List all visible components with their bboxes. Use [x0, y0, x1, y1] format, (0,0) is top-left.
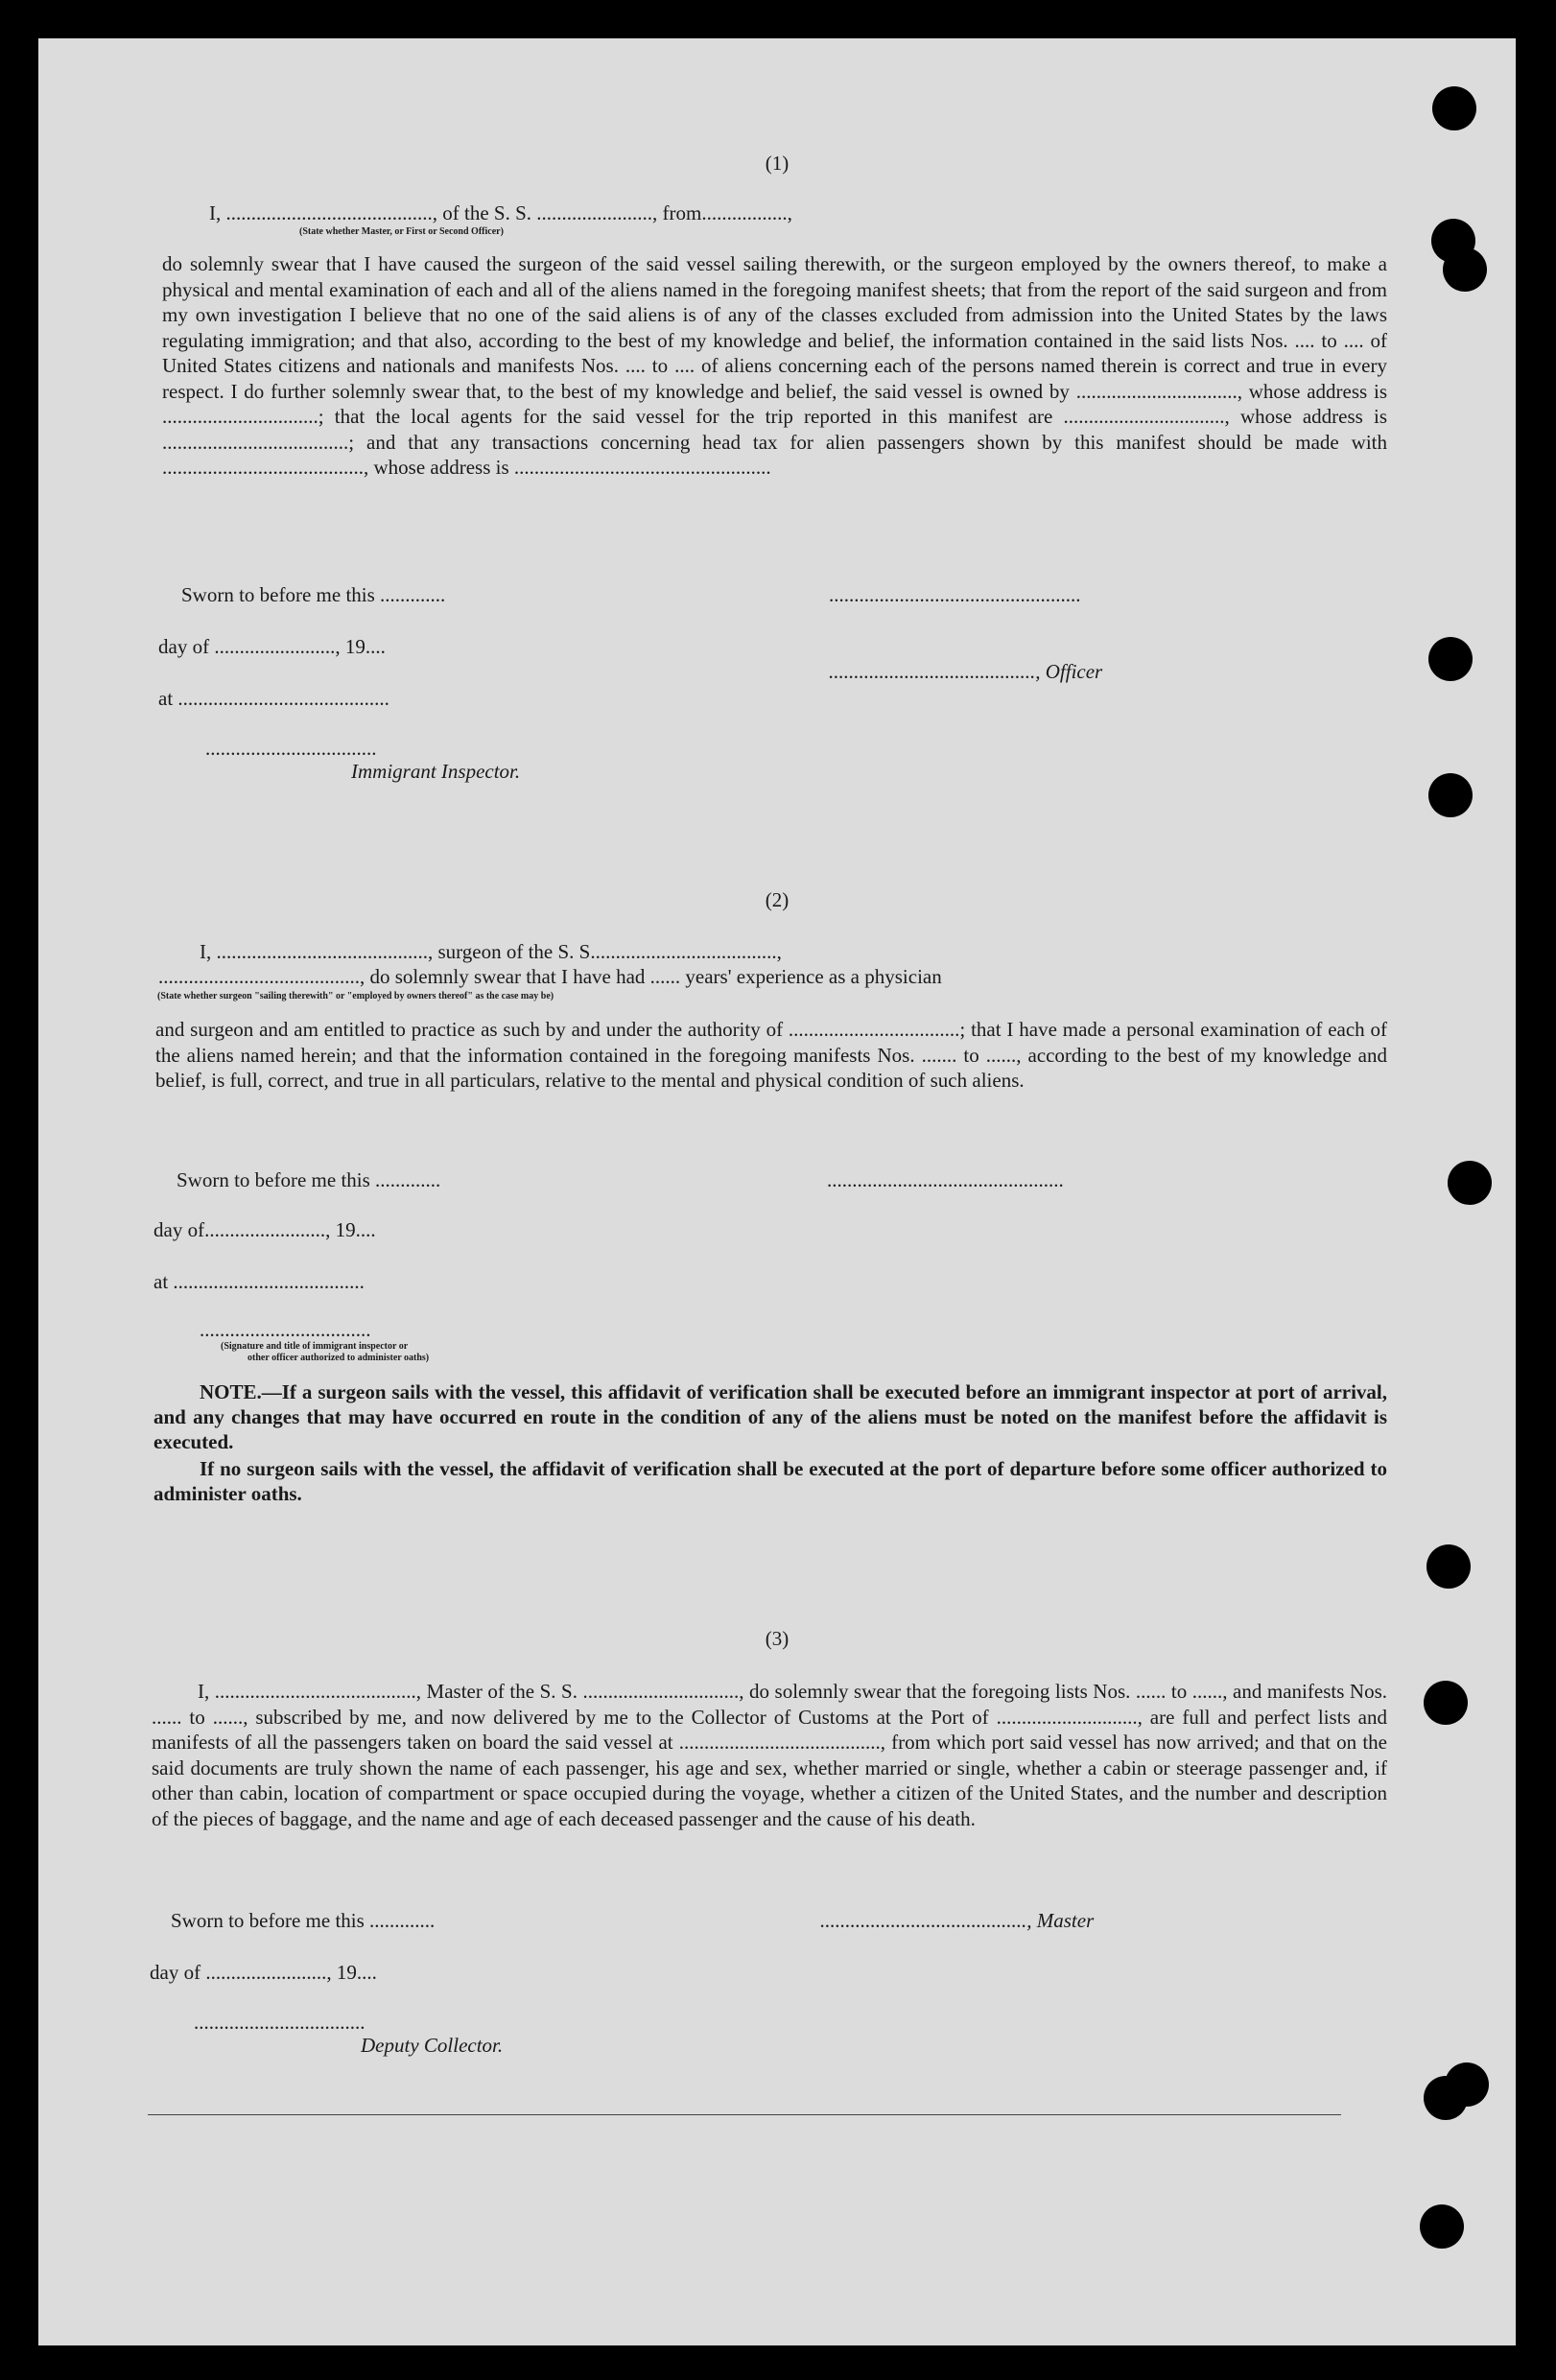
s2-sworn-line: Sworn to before me this ............. [177, 1168, 441, 1191]
punch-hole [1428, 773, 1473, 817]
s3-collector-line: .................................. [194, 2011, 365, 2034]
s2-surgeon-line: I, .........................................., surgeon of the S. S....................................., [200, 940, 782, 963]
punch-hole [1420, 2204, 1464, 2249]
s1-inspector-title: Immigrant Inspector. [351, 760, 521, 783]
punch-hole [1428, 637, 1473, 681]
punch-hole [1432, 86, 1476, 130]
s3-day-line: day of ........................, 19.... [150, 1961, 377, 1984]
section-1-number: (1) [765, 152, 790, 175]
s3-oath-paragraph: I, ........................................, Master of the S. S. ..............................., do solemnly swear that the foregoing lists Nos. ...... to ......, and manifests Nos. ...... to ......, subscribed by me, and now delivered by me to the Collector of Customs at the Port of ............................, are full and perfect lists and manifests of all the passengers taken on board the said vessel at ........................................, from which port said vessel has now arrived; and that on the said documents are truly shown the name of each passenger, his age and sex, whether married or single, whether a cabin or steerage passenger and, if other than cabin, location of compartment or space occupied during the voyage, whether a citizen of the United States, and the number and description of the pieces of baggage, and the name and age of each deceased passenger and the cause of his death. [152, 1680, 1387, 1830]
s1-day-line: day of ........................, 19.... [158, 635, 386, 658]
s1-oath-paragraph: do solemnly swear that I have caused the surgeon of the said vessel sailing therewith, or the surgeon employed by the owners thereof, to make a physical and mental examination of each and all of the aliens named in the foregoing manifest sheets; that from the report of the said surgeon and from my own investigation I believe that no one of the said aliens is of any of the classes excluded from admission into the United States by the laws regulating immigration; and that also, according to the best of my knowledge and belief, the information contained in the said lists Nos. .... to .... of United States citizens and nationals and manifests Nos. .... to .... of aliens concerning each of the persons named therein is correct and true in every respect. I do further solemnly swear that, to the best of my knowledge and belief, the said vessel is owned by ................................, whose address is ...............................; that the local agents for the said vessel for the trip reported in this manifest are ................................, whose address is .....................................; and that any transactions concerning head tax for alien passengers shown by this manifest should be made with ........................................, whose address is ................................................... [162, 252, 1387, 479]
punch-hole [1445, 2062, 1489, 2107]
s3-collector-title: Deputy Collector. [361, 2034, 504, 2057]
form-page [38, 38, 1516, 2345]
s2-signature-line: ............................................... [827, 1168, 1064, 1191]
s2-experience-note: (State whether surgeon "sailing therewith" or "employed by owners thereof" as the case may be) [157, 991, 554, 1001]
section-2-number: (2) [765, 888, 790, 911]
s2-note-paragraph-2: If no surgeon sails with the vessel, the affidavit of verification shall be executed at the port of departure before some officer authorized to administer oaths. [153, 1457, 1387, 1505]
s2-oath-paragraph: and surgeon and am entitled to practice as such by and under the authority of ..................................; that I have made a personal examination of each of the aliens named herein; and that the information contained in the foregoing manifests Nos. ....... to ......, according to the best of my knowledge and belief, is full, correct, and true in all particulars, relative to the mental and physical condition of such aliens. [155, 1018, 1387, 1092]
section-3-number: (3) [765, 1627, 790, 1650]
s1-officer-line: ........................................., Officer [829, 660, 1103, 683]
s2-note-paragraph-1: NOTE.—If a surgeon sails with the vessel, this affidavit of verification shall be executed before an immigrant inspector at port of arrival, and any changes that may have occurred en route in the condition of any of the aliens must be noted on the manifest before the affidavit is executed. [153, 1380, 1387, 1453]
s2-day-line: day of........................, 19.... [153, 1218, 376, 1241]
s1-inspector-line: .................................. [205, 737, 377, 760]
punch-hole [1424, 1681, 1468, 1725]
s2-inspector-note-2: other officer authorized to administer oaths) [248, 1353, 430, 1363]
punch-hole [1448, 1161, 1492, 1205]
s2-inspector-line: .................................. [200, 1318, 371, 1341]
s1-signature-line: .................................................. [829, 583, 1081, 606]
s2-inspector-note-1: (Signature and title of immigrant inspector or [221, 1341, 409, 1352]
s1-declarant-line: I, ........................................., of the S. S. ......................., from................., [209, 201, 792, 224]
s1-sworn-line: Sworn to before me this ............. [181, 583, 446, 606]
punch-hole [1443, 247, 1487, 292]
s3-sworn-line: Sworn to before me this ............. [171, 1909, 436, 1932]
punch-hole [1426, 1544, 1471, 1589]
s3-master-line: ........................................., Master [820, 1909, 1095, 1932]
s2-at-line: at ...................................... [153, 1270, 365, 1293]
s2-experience-line: ........................................, do solemnly swear that I have had ...... years' experience as a physician [158, 965, 942, 988]
s1-at-line: at .......................................... [158, 687, 389, 710]
bottom-rule [148, 2114, 1341, 2115]
s1-declarant-note: (State whether Master, or First or Second Officer) [299, 226, 504, 237]
